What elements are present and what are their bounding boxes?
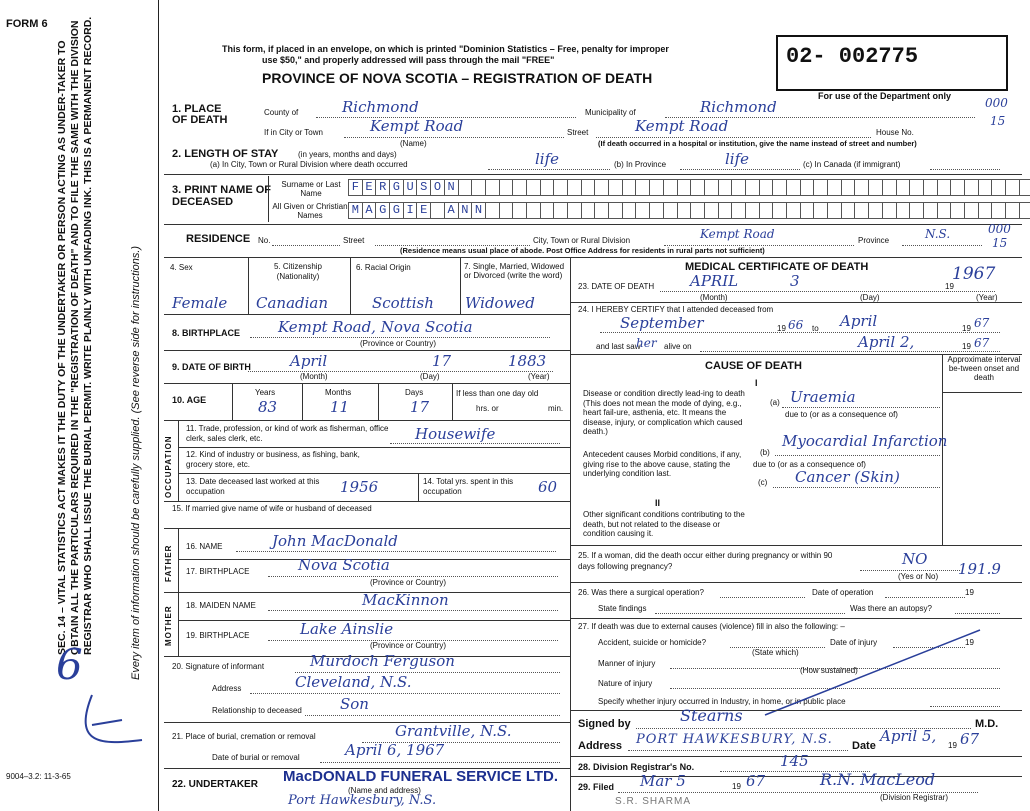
burial-date-label: Date of burial or removal bbox=[212, 753, 300, 762]
letter-cell bbox=[499, 179, 514, 196]
last-saw-label: and last saw bbox=[596, 342, 641, 351]
father-name-label: 16. NAME bbox=[186, 542, 223, 551]
statute-notice: SEC. 14 – VITAL STATISTICS ACT MAKES IT THE DUTY OF THE UNDERTAKER OR PERSON ACTING AS UNDER-TAKER TO OBTAIN ALL THE PARTICULARS REQUIRED IN THE "REGISTRATION OF DEATH" AND TO FILE THE SAME WITH THE DIVISION REGISTRAR WHO SHALL ISSUE THE BURIAL PERMIT. WRITE PLAINLY WITH UNFADING INK. THIS IS A PERMANENT RECORD. bbox=[56, 16, 94, 655]
letter-cell: U bbox=[403, 179, 418, 196]
stay-units: (in years, months and days) bbox=[298, 150, 397, 159]
sex-label: 4. Sex bbox=[170, 263, 193, 272]
letter-cell: G bbox=[389, 202, 404, 219]
res-code-1: 000 bbox=[988, 222, 1011, 236]
res-street-label: Street bbox=[343, 236, 365, 245]
alive-19: 19 bbox=[962, 342, 971, 351]
letter-cell: I bbox=[403, 202, 418, 219]
death-day: 3 bbox=[790, 272, 800, 290]
registrar-stamp: S.R. SHARMA bbox=[615, 796, 692, 807]
birthplace-label: 8. BIRTHPLACE bbox=[172, 328, 241, 338]
cert-from: September bbox=[620, 314, 704, 332]
div-reg-label: 28. Division Registrar's No. bbox=[578, 762, 695, 772]
form-number: FORM 6 bbox=[6, 18, 48, 30]
letter-cell bbox=[471, 179, 486, 196]
letter-cell bbox=[937, 202, 952, 219]
cause-c-mark: (c) bbox=[758, 478, 768, 487]
letter-cell bbox=[827, 179, 842, 196]
last-worked-value: 1956 bbox=[340, 478, 379, 496]
interval-label: Approximate interval be-tween onset and death bbox=[947, 355, 1021, 382]
part-ii: II bbox=[655, 498, 661, 508]
letter-cell bbox=[635, 179, 650, 196]
cert-to-yr: 67 bbox=[974, 316, 990, 330]
municipality-code: 000 bbox=[985, 96, 1008, 110]
date-injury-label: Date of injury bbox=[830, 638, 878, 647]
letter-cell bbox=[991, 202, 1006, 219]
doc-yr: 67 bbox=[960, 730, 980, 748]
directly-label: Disease or condition directly lead-ing to death (This does not mean the mode of dying, e.g., heart fail-ure, asthenia, etc. It means the disease, injury, or complication which caused death.) bbox=[583, 389, 745, 436]
stay-b-label: (b) In Province bbox=[614, 160, 667, 169]
last-worked-label: 13. Date deceased last worked at this occupation bbox=[186, 477, 320, 496]
letter-cell bbox=[581, 179, 596, 196]
residence-label: RESIDENCE bbox=[186, 233, 251, 245]
birthplace-hint: (Province or Country) bbox=[360, 339, 437, 348]
injury-19: 19 bbox=[965, 638, 974, 647]
letter-cell: N bbox=[471, 202, 486, 219]
form-title: PROVINCE OF NOVA SCOTIA – REGISTRATION OF DEATH bbox=[262, 70, 653, 86]
inf-address-value: Cleveland, N.S. bbox=[295, 673, 412, 691]
birthplace-value: Kempt Road, Nova Scotia bbox=[278, 318, 473, 336]
stay-b-value: life bbox=[725, 150, 750, 168]
name-note: (Name) bbox=[400, 139, 427, 148]
letter-cell bbox=[567, 202, 582, 219]
letter-cell bbox=[718, 202, 733, 219]
name-address-hint: (Name and address) bbox=[348, 786, 421, 795]
alive-yr: 67 bbox=[974, 336, 990, 350]
maiden-label: 18. MAIDEN NAME bbox=[186, 601, 256, 610]
letter-cell bbox=[868, 179, 883, 196]
letter-cell bbox=[1005, 202, 1020, 219]
letter-cell bbox=[690, 202, 705, 219]
letter-cell bbox=[786, 179, 801, 196]
margin-mark: 6 bbox=[56, 640, 83, 689]
doc-date-value: April 5, bbox=[880, 727, 937, 745]
letter-cell bbox=[622, 202, 637, 219]
letter-cell bbox=[786, 202, 801, 219]
yes-no-hint: (Yes or No) bbox=[898, 572, 939, 581]
cause-c-value: Cancer (Skin) bbox=[795, 468, 900, 486]
given-cells bbox=[348, 202, 1030, 219]
letter-cell: R bbox=[375, 179, 390, 196]
letter-cell bbox=[499, 202, 514, 219]
specify-label: Specify whether injury occurred in Industry, in home, or in public place bbox=[598, 697, 846, 706]
city-value: Kempt Road bbox=[370, 117, 464, 135]
inf-address-label: Address bbox=[212, 684, 242, 693]
father-name-value: John MacDonald bbox=[272, 532, 398, 550]
letter-cell bbox=[978, 179, 993, 196]
cert-to-label: to bbox=[812, 324, 819, 333]
registrar-signature: R.N. MacLeod bbox=[820, 770, 936, 789]
letter-cell bbox=[1019, 202, 1030, 219]
marital-value: Widowed bbox=[465, 294, 535, 312]
op-19: 19 bbox=[965, 588, 974, 597]
woman-code: 191.9 bbox=[958, 560, 1001, 578]
dob-day-hint: (Day) bbox=[420, 372, 440, 381]
burial-place-value: Grantville, N.S. bbox=[395, 722, 512, 740]
municipality-value: Richmond bbox=[700, 98, 777, 116]
place-of-death-label: 1. PLACE OF DEATH bbox=[172, 103, 228, 126]
accident-label: Accident, suicide or homicide? bbox=[598, 638, 707, 647]
street-value: Kempt Road bbox=[635, 117, 729, 135]
letter-cell bbox=[704, 202, 719, 219]
antecedent-label: Antecedent causes Morbid conditions, if any, giving rise to the above cause, stating the underlying condition last. bbox=[583, 450, 742, 478]
res-city-value: Kempt Road bbox=[700, 227, 775, 241]
letter-cell bbox=[512, 179, 527, 196]
undertaker-address: Port Hawkesbury, N.S. bbox=[288, 793, 437, 808]
total-yrs-label: 14. Total yrs. spent in this occupation bbox=[423, 477, 514, 496]
filed-19: 19 bbox=[732, 782, 741, 791]
letter-cell bbox=[896, 202, 911, 219]
mother-bp-value: Lake Ainslie bbox=[300, 620, 394, 638]
res-code-2: 15 bbox=[992, 236, 1008, 250]
cause-title: CAUSE OF DEATH bbox=[705, 360, 802, 372]
letter-cell bbox=[950, 179, 965, 196]
letter-cell bbox=[540, 202, 555, 219]
letter-cell bbox=[909, 202, 924, 219]
less-than-day-label: If less than one day old bbox=[456, 389, 539, 398]
dob-label: 9. DATE OF BIRTH bbox=[172, 362, 251, 372]
letter-cell bbox=[649, 202, 664, 219]
dob-day: 17 bbox=[432, 352, 452, 370]
letter-cell bbox=[526, 179, 541, 196]
marital-label: 7. Single, Married, Widowed or Divorced (write the word) bbox=[464, 262, 565, 280]
letter-cell bbox=[923, 202, 938, 219]
relationship-value: Son bbox=[340, 695, 369, 713]
cert-to-19: 19 bbox=[962, 324, 971, 333]
woman-label: 25. If a woman, did the death occur either during pregnancy or within 90 days following pregnancy? bbox=[578, 551, 833, 571]
months-label: Months bbox=[325, 388, 352, 397]
dob-year: 1883 bbox=[508, 352, 547, 370]
burial-label: 21. Place of burial, cremation or removal bbox=[172, 732, 316, 741]
death-month-hint: (Month) bbox=[700, 293, 728, 302]
letter-cell bbox=[772, 179, 787, 196]
notice-line-2: use $50," and properly addressed will pass through the mail "FREE" bbox=[262, 55, 555, 65]
age-label: 10. AGE bbox=[172, 395, 207, 405]
letter-cell bbox=[772, 202, 787, 219]
letter-cell bbox=[512, 202, 527, 219]
how-sustained-hint: (How sustained) bbox=[800, 666, 858, 675]
letter-cell bbox=[635, 202, 650, 219]
stay-a-label: (a) In City, Town or Rural Division where death occurred bbox=[210, 160, 408, 169]
certify-label: 24. I HEREBY CERTIFY that I attended deceased from bbox=[578, 305, 774, 314]
house-label: House No. bbox=[876, 128, 914, 137]
letter-cell bbox=[854, 179, 869, 196]
letter-cell: O bbox=[430, 179, 445, 196]
death-month: APRIL bbox=[690, 272, 739, 290]
letter-cell bbox=[731, 179, 746, 196]
death-year: 1967 bbox=[952, 264, 996, 284]
letter-cell bbox=[526, 202, 541, 219]
stay-c-label: (c) In Canada (if immigrant) bbox=[803, 160, 901, 169]
cause-a-mark: (a) bbox=[770, 398, 780, 407]
burial-date-value: April 6, 1967 bbox=[345, 741, 445, 759]
letter-cell bbox=[813, 179, 828, 196]
undertaker-label: 22. UNDERTAKER bbox=[172, 779, 258, 790]
stay-a-value: life bbox=[535, 150, 560, 168]
letter-cell bbox=[718, 179, 733, 196]
mother-bp-hint: (Province or Country) bbox=[370, 641, 447, 650]
letter-cell bbox=[800, 179, 815, 196]
signed-by-value: Stearns bbox=[680, 706, 743, 725]
signed-by-label: Signed by bbox=[578, 718, 631, 730]
letter-cell bbox=[841, 179, 856, 196]
cert-from-19: 19 bbox=[777, 324, 786, 333]
dob-month: April bbox=[290, 352, 328, 370]
death-19: 19 bbox=[945, 282, 954, 291]
letter-cell bbox=[827, 202, 842, 219]
letter-cell: G bbox=[389, 179, 404, 196]
letter-cell bbox=[759, 202, 774, 219]
racial-label: 6. Racial Origin bbox=[356, 263, 411, 272]
citizenship-value: Canadian bbox=[256, 294, 329, 312]
letter-cell bbox=[923, 179, 938, 196]
letter-cell bbox=[485, 179, 500, 196]
occupation-vlabel: OCCUPATION bbox=[164, 435, 173, 498]
industry-label: 12. Kind of industry or business, as fishing, bank, grocery store, etc. bbox=[186, 450, 360, 469]
letter-cell bbox=[1005, 179, 1020, 196]
father-bp-value: Nova Scotia bbox=[298, 556, 390, 574]
letter-cell bbox=[663, 202, 678, 219]
letter-cell bbox=[745, 202, 760, 219]
letter-cell: G bbox=[375, 202, 390, 219]
autopsy-label: Was there an autopsy? bbox=[850, 604, 932, 613]
letter-cell bbox=[745, 179, 760, 196]
letter-cell bbox=[594, 202, 609, 219]
hospital-note: (If death occurred in a hospital or institution, give the name instead of street and number) bbox=[598, 139, 917, 148]
letter-cell: N bbox=[458, 202, 473, 219]
filed-yr: 67 bbox=[746, 772, 766, 790]
total-yrs-value: 60 bbox=[538, 478, 558, 496]
letter-cell bbox=[677, 202, 692, 219]
dob-month-hint: (Month) bbox=[300, 372, 328, 381]
death-day-hint: (Day) bbox=[860, 293, 880, 302]
city-label: If in City or Town bbox=[264, 128, 323, 137]
letter-cell: E bbox=[362, 179, 377, 196]
years-label: Years bbox=[255, 388, 276, 397]
residence-note: (Residence means usual place of abode. Post Office Address for residents in rural parts not sufficient) bbox=[400, 246, 765, 255]
cause-b-mark: (b) bbox=[760, 448, 770, 457]
res-no-label: No. bbox=[258, 236, 271, 245]
saw-pronoun: her bbox=[636, 336, 657, 350]
length-of-stay-label: 2. LENGTH OF STAY bbox=[172, 148, 279, 160]
letter-cell bbox=[909, 179, 924, 196]
letter-cell bbox=[964, 179, 979, 196]
surgical-label: 26. Was there a surgical operation? bbox=[578, 588, 704, 597]
cause-a-value: Uraemia bbox=[790, 388, 856, 406]
div-registrar-hint: (Division Registrar) bbox=[880, 793, 949, 802]
letter-cell: N bbox=[444, 179, 459, 196]
doc-address-value: PORT HAWKESBURY, N.S. bbox=[636, 732, 833, 747]
hrs-label: hrs. or bbox=[476, 404, 499, 413]
letter-cell bbox=[430, 202, 445, 219]
letter-cell bbox=[567, 179, 582, 196]
filed-date: Mar 5 bbox=[640, 772, 686, 790]
letter-cell bbox=[485, 202, 500, 219]
notice-line-1: This form, if placed in an envelope, on which is printed "Dominion Statistics – Free, penalty for improper bbox=[222, 44, 669, 54]
letter-cell bbox=[950, 202, 965, 219]
alive-on-value: April 2, bbox=[858, 333, 915, 351]
strike-through-mark bbox=[760, 625, 990, 720]
letter-cell bbox=[896, 179, 911, 196]
letter-cell: M bbox=[348, 202, 363, 219]
letter-cell bbox=[868, 202, 883, 219]
letter-cell bbox=[622, 179, 637, 196]
letter-cell bbox=[663, 179, 678, 196]
min-label: min. bbox=[548, 404, 564, 413]
doc-19: 19 bbox=[948, 741, 957, 750]
letter-cell bbox=[540, 179, 555, 196]
part-i: I bbox=[755, 378, 758, 388]
letter-cell bbox=[882, 202, 897, 219]
father-bp-label: 17. BIRTHPLACE bbox=[186, 567, 250, 576]
woman-answer: NO bbox=[902, 550, 928, 568]
cert-to: April bbox=[840, 312, 878, 330]
print-name-label: 3. PRINT NAME OF DECEASED bbox=[172, 184, 272, 208]
res-province-label: Province bbox=[858, 236, 890, 245]
date-op-label: Date of operation bbox=[812, 588, 874, 597]
age-months: 11 bbox=[330, 398, 350, 416]
letter-cell bbox=[553, 179, 568, 196]
letter-cell bbox=[553, 202, 568, 219]
doc-address-label: Address bbox=[578, 740, 623, 752]
cert-from-yr: 66 bbox=[788, 318, 804, 332]
surname-label: Surname or Last Name bbox=[281, 180, 341, 198]
undertaker-stamp: MacDONALD FUNERAL SERVICE LTD. bbox=[283, 768, 559, 785]
manner-label: Manner of injury bbox=[598, 659, 656, 668]
age-days: 17 bbox=[410, 398, 430, 416]
letter-cell bbox=[813, 202, 828, 219]
margin-scribble bbox=[62, 685, 152, 755]
county-label: County of bbox=[264, 108, 299, 117]
spouse-label: 15. If married give name of wife or husband of deceased bbox=[172, 504, 372, 513]
nature-label: Nature of injury bbox=[598, 679, 653, 688]
county-value: Richmond bbox=[342, 98, 419, 116]
due-to-1: due to (or as a consequence of) bbox=[785, 410, 898, 419]
res-city-label: City, Town or Rural Division bbox=[533, 236, 631, 245]
racial-value: Scottish bbox=[372, 294, 434, 312]
department-use: For use of the Department only bbox=[818, 91, 952, 101]
cause-b-value: Myocardial Infarction bbox=[782, 432, 948, 450]
md-label: M.D. bbox=[975, 718, 999, 730]
registration-number: 02- 002775 bbox=[786, 44, 919, 69]
letter-cell bbox=[854, 202, 869, 219]
letter-cell bbox=[649, 179, 664, 196]
letter-cell bbox=[458, 179, 473, 196]
informant-value: Murdoch Ferguson bbox=[310, 652, 455, 670]
municipality-label: Municipality of bbox=[585, 108, 636, 117]
street-label: Street bbox=[567, 128, 589, 137]
letter-cell: E bbox=[416, 202, 431, 219]
letter-cell bbox=[841, 202, 856, 219]
days-label: Days bbox=[405, 388, 424, 397]
sidebar-divider bbox=[158, 0, 159, 811]
filed-label: 29. Filed bbox=[578, 782, 615, 792]
letter-cell bbox=[937, 179, 952, 196]
letter-cell bbox=[882, 179, 897, 196]
letter-cell bbox=[581, 202, 596, 219]
div-reg-value: 145 bbox=[780, 752, 809, 770]
letter-cell bbox=[991, 179, 1006, 196]
relationship-label: Relationship to deceased bbox=[212, 706, 302, 715]
letter-cell bbox=[978, 202, 993, 219]
letter-cell: F bbox=[348, 179, 363, 196]
state-which-hint: (State which) bbox=[752, 648, 799, 657]
date-of-death-label: 23. DATE OF DEATH bbox=[578, 282, 655, 291]
res-province-value: N.S. bbox=[925, 227, 951, 241]
letter-cell bbox=[690, 179, 705, 196]
surname-cells bbox=[348, 179, 1030, 196]
maiden-value: MacKinnon bbox=[362, 591, 449, 609]
findings-label: State findings bbox=[598, 604, 647, 613]
instructions-note: Every item of information should be carefully supplied. (See reverse side for instructions.) bbox=[130, 245, 142, 680]
citizenship-label: 5. Citizenship (Nationality) bbox=[273, 262, 323, 281]
house-code: 15 bbox=[990, 114, 1006, 128]
letter-cell: A bbox=[362, 202, 377, 219]
letter-cell: A bbox=[444, 202, 459, 219]
age-years: 83 bbox=[258, 398, 278, 416]
letter-cell bbox=[594, 179, 609, 196]
mother-bp-label: 19. BIRTHPLACE bbox=[186, 631, 250, 640]
other-sig-label: Other significant conditions contributing to the death, but not related to the disease or condition causing it. bbox=[583, 510, 745, 538]
letter-cell bbox=[964, 202, 979, 219]
letter-cell bbox=[677, 179, 692, 196]
letter-cell bbox=[800, 202, 815, 219]
dob-year-hint: (Year) bbox=[528, 372, 550, 381]
letter-cell bbox=[608, 179, 623, 196]
alive-on-label: alive on bbox=[664, 342, 692, 351]
letter-cell bbox=[759, 179, 774, 196]
given-label: All Given or Christian Names bbox=[272, 202, 348, 220]
trade-label: 11. Trade, profession, or kind of work as fisherman, office clerk, sales clerk, etc. bbox=[186, 424, 389, 443]
letter-cell bbox=[731, 202, 746, 219]
letter-cell bbox=[704, 179, 719, 196]
sex-value: Female bbox=[172, 294, 228, 312]
father-vlabel: FATHER bbox=[164, 544, 173, 582]
print-code: 9004–3.2: 11-3-65 bbox=[6, 772, 71, 781]
mother-vlabel: MOTHER bbox=[164, 605, 173, 646]
informant-label: 20. Signature of informant bbox=[172, 662, 265, 671]
due-to-2: due to (or as a consequence of) bbox=[753, 460, 866, 469]
letter-cell bbox=[608, 202, 623, 219]
trade-value: Housewife bbox=[415, 425, 496, 443]
death-year-hint: (Year) bbox=[976, 293, 998, 302]
father-bp-hint: (Province or Country) bbox=[370, 578, 447, 587]
doc-date-label: Date bbox=[852, 740, 876, 752]
letter-cell: S bbox=[416, 179, 431, 196]
external-label: 27. If death was due to external causes (violence) fill in also the following: – bbox=[578, 622, 845, 631]
letter-cell bbox=[1019, 179, 1030, 196]
medical-cert-title: MEDICAL CERTIFICATE OF DEATH bbox=[685, 261, 869, 273]
